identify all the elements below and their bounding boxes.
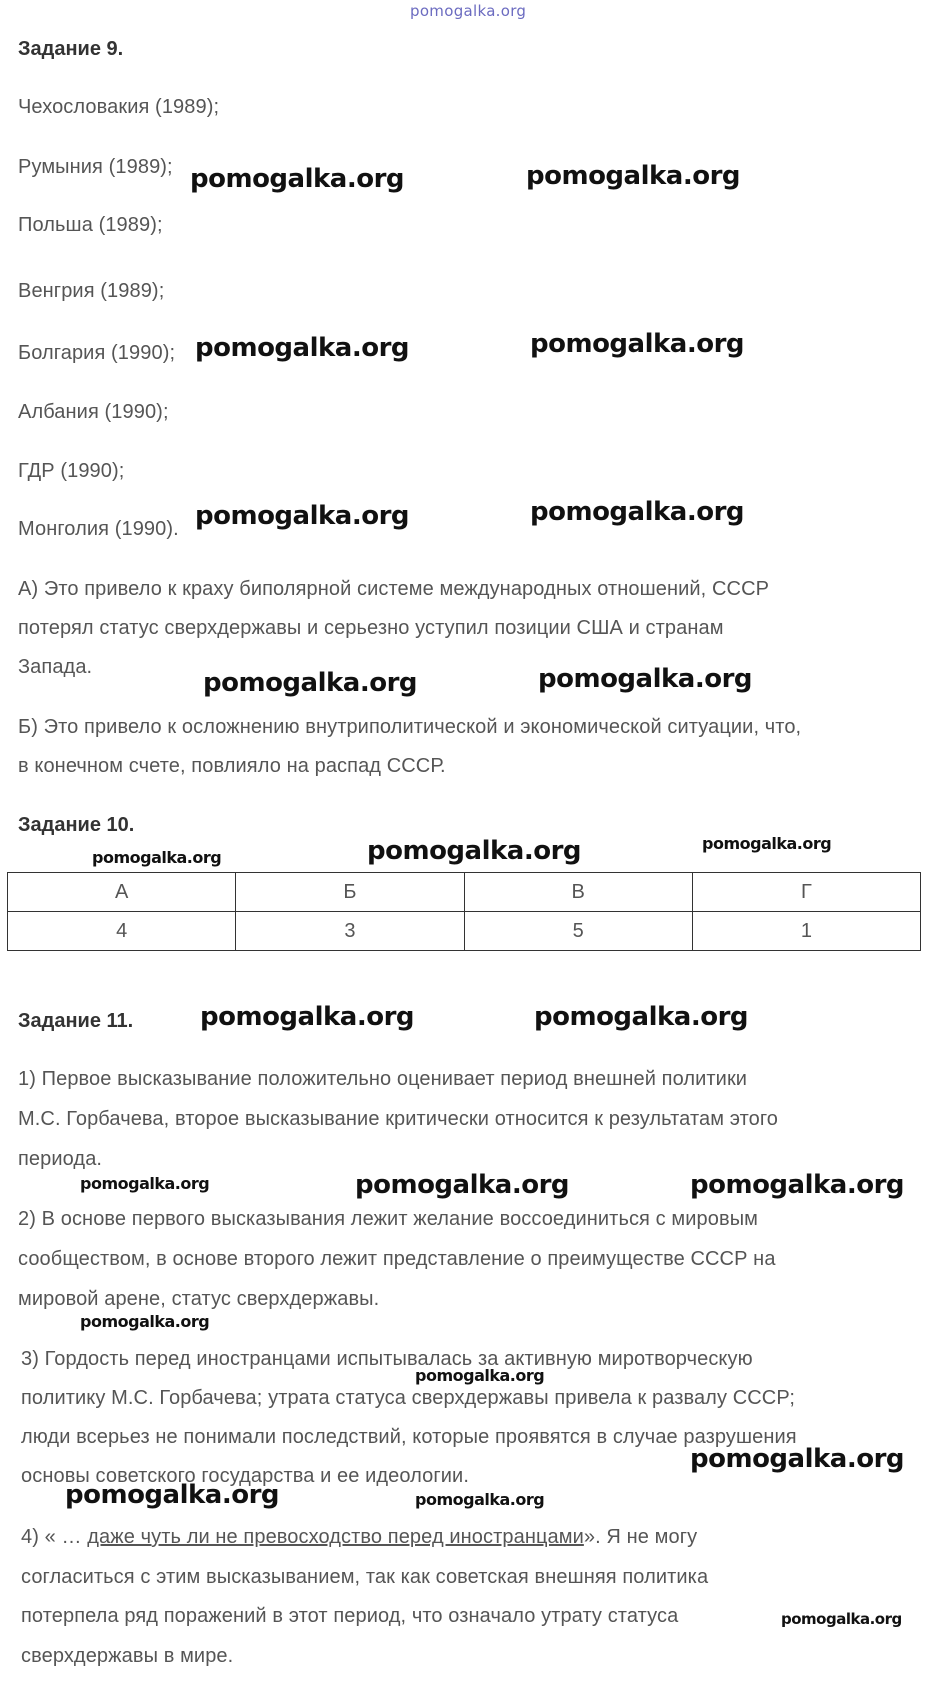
watermark: pomogalka.org [92, 848, 222, 867]
item4-line [21, 1526, 697, 1549]
table-header-cell: В [464, 873, 692, 912]
watermark: pomogalka.org [190, 164, 405, 194]
country-item: Польша (1989); [18, 214, 163, 236]
watermark: pomogalka.org [367, 836, 582, 866]
item3-line: 3) Гордость перед иностранцами испытывалась за активную миротворческую [21, 1348, 753, 1370]
item2-line: 2) В основе первого высказывания лежит желание воссоединиться с мировым [18, 1208, 759, 1230]
watermark: pomogalka.org [526, 161, 741, 191]
country-item: Венгрия (1989); [18, 280, 165, 302]
watermark: pomogalka.org [355, 1170, 570, 1200]
answer-table [7, 872, 921, 951]
watermark: pomogalka.org [80, 1174, 210, 1193]
answer-a-line: потерял статус сверхдержавы и серьезно уступил позиции США и странам [18, 617, 724, 639]
table-row [8, 912, 921, 951]
item3-line: основы советского государства и ее идеологии. [21, 1465, 469, 1487]
country-item: Монголия (1990). [18, 518, 179, 540]
item3-line: политику М.С. Горбачева; утрата статуса сверхдержавы привела к развалу СССР; [21, 1387, 795, 1409]
task11-heading: Задание 11. [18, 1010, 134, 1032]
watermark: pomogalka.org [690, 1170, 905, 1200]
watermark: pomogalka.org [65, 1480, 280, 1510]
watermark: pomogalka.org [702, 834, 832, 853]
watermark: pomogalka.org [530, 329, 745, 359]
table-cell: 5 [464, 912, 692, 951]
table-cell: 1 [692, 912, 920, 951]
item4-quote: даже чуть ли не превосходство перед иностранцами [87, 1526, 584, 1548]
table-header-cell: Б [236, 873, 464, 912]
watermark: pomogalka.org [415, 1490, 545, 1509]
answer-a-line: Запада. [18, 656, 93, 678]
item4-suffix: ». Я не могу [583, 1526, 698, 1548]
country-item: Болгария (1990); [18, 342, 176, 364]
item4-line: сверхдержавы в мире. [21, 1645, 234, 1667]
answer-b-line: в конечном счете, повлияло на распад СССР. [18, 755, 446, 777]
item2-line: сообществом, в основе второго лежит представление о преимуществе СССР на [18, 1248, 776, 1270]
site-header-watermark: pomogalka.org [410, 2, 527, 20]
item3-line: люди всерьез не понимали последствий, которые проявятся в случае разрушения [21, 1426, 797, 1448]
country-item: ГДР (1990); [18, 460, 125, 482]
answer-b-line: Б) Это привело к осложнению внутриполитической и экономической ситуации, что, [18, 716, 802, 738]
item4-prefix: 4) « … [21, 1526, 88, 1548]
item4-line: согласиться с этим высказыванием, так как советская внешняя политика [21, 1566, 709, 1588]
watermark: pomogalka.org [203, 668, 418, 698]
item4-line: потерпела ряд поражений в этот период, что означало утрату статуса [21, 1605, 679, 1627]
watermark: pomogalka.org [538, 664, 753, 694]
watermark: pomogalka.org [534, 1002, 749, 1032]
watermark: pomogalka.org [195, 333, 410, 363]
task10-heading: Задание 10. [18, 814, 135, 836]
watermark: pomogalka.org [195, 501, 410, 531]
item2-line: мировой арене, статус сверхдержавы. [18, 1288, 380, 1310]
item1-line: периода. [18, 1148, 103, 1170]
watermark: pomogalka.org [530, 497, 745, 527]
item1-line: М.С. Горбачева, второе высказывание критически относится к результатам этого [18, 1108, 779, 1130]
watermark: pomogalka.org [781, 1610, 902, 1628]
watermark: pomogalka.org [80, 1312, 210, 1331]
country-item: Румыния (1989); [18, 156, 173, 178]
table-header-cell: Г [692, 873, 920, 912]
item1-line: 1) Первое высказывание положительно оценивает период внешней политики [18, 1068, 748, 1090]
table-cell: 3 [236, 912, 464, 951]
country-item: Албания (1990); [18, 401, 169, 423]
watermark: pomogalka.org [690, 1444, 905, 1474]
task9-heading: Задание 9. [18, 38, 124, 60]
table-cell: 4 [8, 912, 236, 951]
country-item: Чехословакия (1989); [18, 96, 220, 118]
table-header-cell: А [8, 873, 236, 912]
watermark: pomogalka.org [200, 1002, 415, 1032]
watermark: pomogalka.org [415, 1366, 545, 1385]
answer-a-line: А) Это привело к краху биполярной системе международных отношений, СССР [18, 578, 770, 600]
table-header-row [8, 873, 921, 912]
